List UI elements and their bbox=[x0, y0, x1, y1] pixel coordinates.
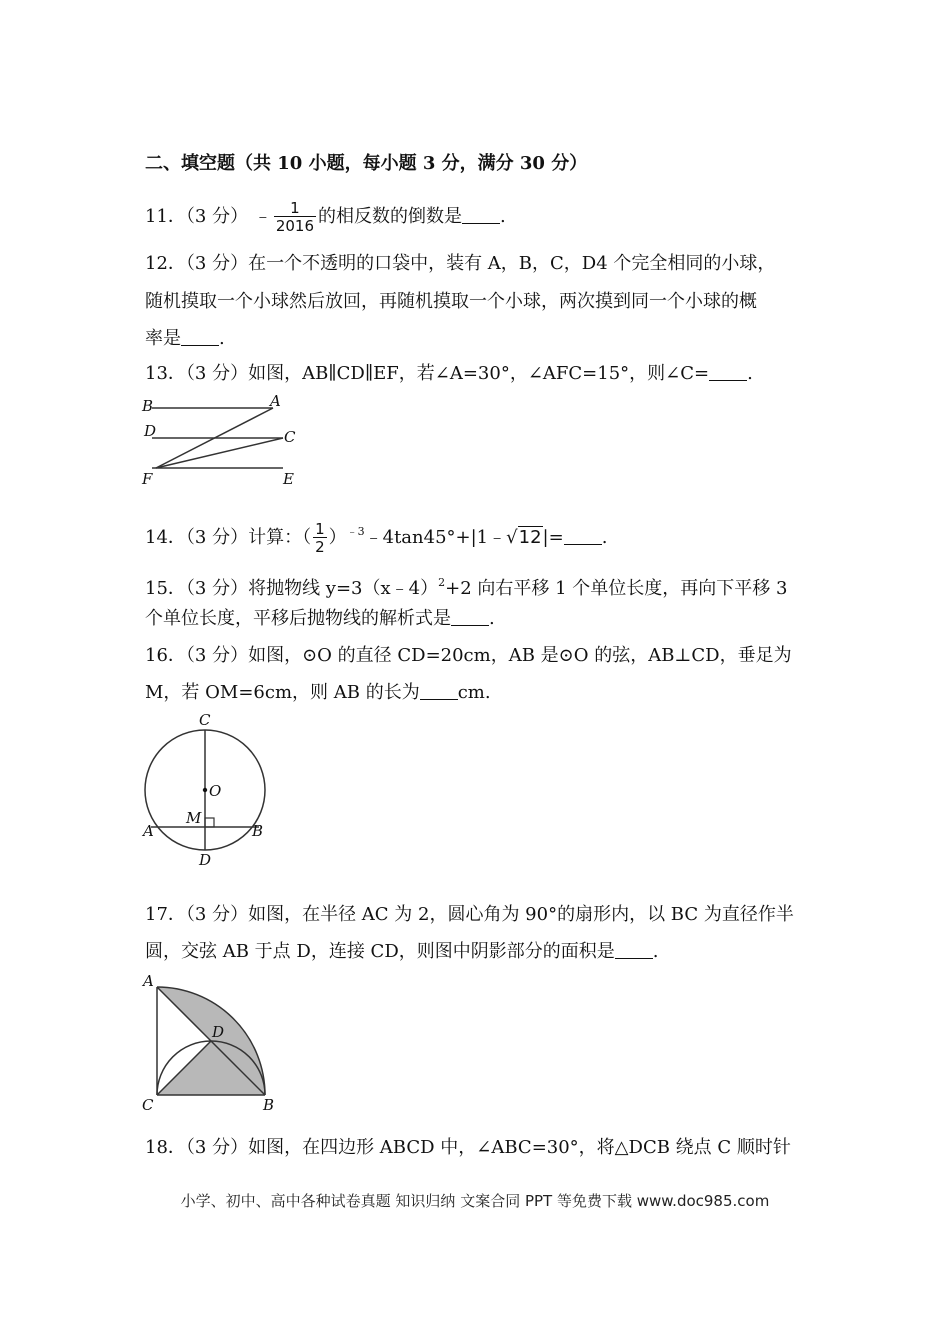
q14-middle: ﹣4tan45°+|1﹣ bbox=[364, 527, 507, 548]
q11-fraction bbox=[274, 200, 316, 234]
label-c: C bbox=[142, 1096, 154, 1114]
page-footer: 小学、初中、高中各种试卷真题 知识归纳 文案合同 PPT 等免费下载 www.doc985.com bbox=[180, 1192, 770, 1210]
label-b: B bbox=[252, 822, 264, 840]
label-b: B bbox=[142, 397, 154, 415]
section-heading: 二、填空题（共 10 小题，每小题 3 分，满分 30 分） bbox=[145, 153, 588, 174]
label-a: A bbox=[143, 822, 154, 840]
q11-score: （3 分） bbox=[185, 206, 249, 227]
q12-end: . bbox=[219, 328, 225, 349]
q14-fraction bbox=[313, 521, 327, 555]
label-d: D bbox=[212, 1023, 225, 1041]
label-m: M bbox=[186, 809, 202, 827]
q16-line-2 bbox=[145, 681, 491, 705]
q17-text: 圆，交弦 AB 于点 D，连接 CD，则图中阴影部分的面积是 bbox=[145, 941, 615, 962]
q12-line-3 bbox=[145, 327, 225, 351]
q12-answer-blank[interactable] bbox=[181, 327, 219, 346]
q11-minus: ﹣ bbox=[253, 206, 272, 227]
q16-answer-blank[interactable] bbox=[420, 681, 458, 700]
q17-end: . bbox=[652, 941, 659, 962]
question-11 bbox=[145, 200, 506, 234]
q15-text-a: 15．（3 分）将抛物线 y=3（x﹣4） bbox=[145, 578, 439, 599]
label-e: E bbox=[283, 470, 294, 488]
q14-sqrt: √12 bbox=[506, 527, 542, 548]
q15-line-1 bbox=[145, 571, 787, 601]
right-angle-mark bbox=[205, 818, 214, 827]
label-c: C bbox=[199, 711, 211, 729]
q14-fraction-numerator: 1 bbox=[315, 520, 325, 538]
label-b: B bbox=[263, 1096, 275, 1114]
q13-answer-blank[interactable] bbox=[709, 362, 747, 381]
q14-close-paren: ） bbox=[328, 527, 347, 548]
q15-answer-blank[interactable] bbox=[451, 607, 489, 626]
q17-line-2 bbox=[145, 940, 658, 964]
label-a: A bbox=[270, 392, 281, 410]
figure-17-sector bbox=[138, 970, 288, 1116]
label-c: C bbox=[284, 428, 296, 446]
q14-exponent: ﹣3 bbox=[346, 525, 365, 538]
figure-13-parallel-lines bbox=[138, 392, 308, 492]
label-d: D bbox=[144, 422, 157, 440]
q14-prefix: 14．（3 分）计算：（ bbox=[145, 527, 312, 548]
q11-fraction-numerator: 1 bbox=[290, 199, 300, 217]
q11-answer-blank[interactable] bbox=[462, 205, 500, 224]
q14-end: . bbox=[601, 527, 608, 548]
q13-text: 13．（3 分）如图，AB∥CD∥EF，若∠A=30°，∠AFC=15°，则∠C= bbox=[145, 363, 710, 384]
figure-16-circle bbox=[138, 708, 278, 870]
q11-fraction-denominator: 2016 bbox=[275, 217, 315, 235]
q15-text-c: 个单位长度，平移后抛物线的解析式是 bbox=[145, 608, 451, 629]
q15-end: . bbox=[489, 608, 495, 629]
label-d: D bbox=[199, 851, 212, 869]
q11-number: 11． bbox=[145, 206, 186, 227]
q16-text: M，若 OM=6cm，则 AB 的长为 bbox=[145, 682, 420, 703]
q14-after: |= bbox=[542, 527, 564, 548]
q15-superscript: 2 bbox=[438, 576, 446, 589]
q12-text: 率是 bbox=[145, 328, 181, 349]
label-o: O bbox=[209, 782, 222, 800]
q12-line-2: 随机摸取一个小球然后放回，再随机摸取一个小球，两次摸到同一个小球的概 bbox=[145, 291, 757, 312]
q14-radicand: 12 bbox=[518, 527, 542, 548]
line-fc bbox=[156, 438, 283, 468]
q11-end: . bbox=[500, 206, 506, 227]
q17-answer-blank[interactable] bbox=[615, 940, 653, 959]
q17-line-1: 17．（3 分）如图，在半径 AC 为 2，圆心角为 90°的扇形内，以 BC 为直径作半 bbox=[145, 904, 794, 925]
q15-text-b: +2 向右平移 1 个单位长度，再向下平移 3 bbox=[445, 578, 788, 599]
q16-end: cm. bbox=[457, 682, 491, 703]
q11-text: 的相反数的倒数是 bbox=[318, 206, 463, 227]
q15-line-2 bbox=[145, 607, 495, 631]
q14-answer-blank[interactable] bbox=[564, 526, 602, 545]
q13-end: . bbox=[747, 363, 753, 384]
q16-line-1: 16．（3 分）如图，⊙O 的直径 CD=20cm，AB 是⊙O 的弦，AB⊥CD，垂足为 bbox=[145, 645, 792, 666]
question-14 bbox=[145, 520, 607, 555]
label-f: F bbox=[142, 470, 153, 488]
label-a: A bbox=[143, 972, 154, 990]
q14-fraction-denominator: 2 bbox=[315, 538, 325, 556]
q12-line-1: 12．（3 分）在一个不透明的口袋中，装有 A，B，C，D4 个完全相同的小球， bbox=[145, 253, 776, 274]
question-13 bbox=[145, 362, 753, 386]
center-point-o bbox=[203, 788, 207, 792]
q18-line-1: 18．（3 分）如图，在四边形 ABCD 中，∠ABC=30°，将△DCB 绕点 C 顺时针 bbox=[145, 1137, 791, 1158]
